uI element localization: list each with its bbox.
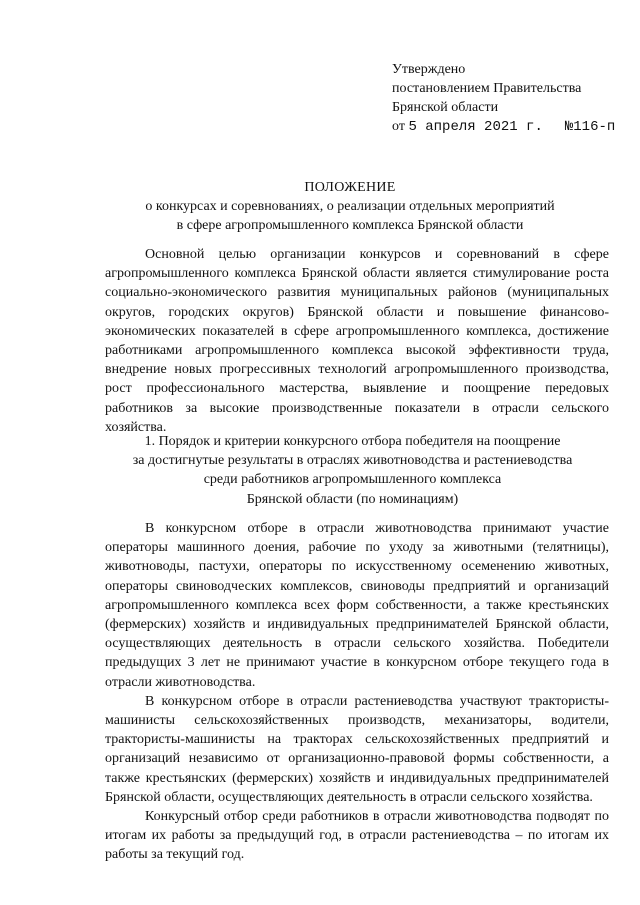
document-title: ПОЛОЖЕНИЕ	[304, 180, 396, 195]
approval-number: №116-п	[564, 119, 616, 135]
document-heading	[100, 178, 600, 235]
section-1-paragraph-livestock: В конкурсном отборе в отрасли животноводства принимают участие операторы машинного доения, рабочие по уходу за животными (телятницы), животноводы, пастухи, операторы по искусственному осеменению животных, операторы свиноводческих комплексов, свиноводы предприятий и организаций агропромышленного комплекса всех форм собственности, а также крестьянских (фермерских) хозяйств и индивидуальных предпринимателей Брянской области, осуществляющих деятельность в отрасли сельского хозяйства. Победители предыдущих 3 лет не принимают участие в конкурсном отборе текущего года в отрасли животноводства.	[105, 521, 609, 690]
document-subtitle-line1: о конкурсах и соревнованиях, о реализации отдельных мероприятий	[145, 199, 555, 214]
section-1-body	[105, 519, 609, 865]
section-1-heading-line1: 1. Порядок и критерии конкурсного отбора победителя на поощрение	[144, 434, 561, 449]
intro-section	[105, 245, 609, 437]
approval-line-region: Брянской области	[392, 100, 499, 115]
section-1-heading-line2: за достигнутые результаты в отраслях животноводства и растениеводства	[132, 453, 573, 469]
section-1-heading-line3: среди работников агропромышленного комплекса	[203, 472, 502, 488]
section-1-paragraph-crops: В конкурсном отборе в отрасли растениеводства участвуют трактористы-машинисты сельскохозяйственных производств, механизаторы, водители, трактористы-машинисты на тракторах сельскохозяйственных предприятий и организаций независимо от организационно-правовой формы собственности, а также крестьянских (фермерских) хозяйств и индивидуальных предпринимателей Брянской области, осуществляющих деятельность в отрасли сельского хозяйства.	[105, 693, 609, 805]
approval-line-resolution: постановлением Правительства	[392, 81, 582, 96]
document-subtitle-line2: в сфере агропромышленного комплекса Брянской области	[176, 218, 524, 233]
approval-line-date	[392, 117, 632, 137]
section-1-heading-line4: Брянской области (по номинациям)	[246, 491, 459, 507]
approval-block	[392, 60, 632, 137]
intro-paragraph: Основной целью организации конкурсов и соревнований в сфере агропромышленного комплекса Брянской области является стимулирование роста социально-экономического развития муниципальных районов (муниципальных округов, городских округов) Брянской области и повышение финансово-экономических показателей в сфере агропромышленного комплекса, достижение работниками агропромышленного комплекса высокой эффективности труда, внедрение новых прогрессивных технологий агропромышленного производства, рост профессионального мастерства, выявление и поощрение передовых работников за высокие производственные показатели в отрасли сельского хозяйства.	[105, 247, 609, 435]
approval-line-approved: Утверждено	[392, 62, 466, 77]
section-1-heading	[100, 432, 605, 509]
approval-date-prefix: от	[392, 119, 405, 134]
approval-date: 5 апреля 2021 г.	[408, 119, 543, 135]
section-1-paragraph-timing: Конкурсный отбор среди работников в отрасли животноводства подводят по итогам их работы за предыдущий год, в отрасли растениеводства – по итогам их работы за текущий год.	[105, 809, 609, 863]
